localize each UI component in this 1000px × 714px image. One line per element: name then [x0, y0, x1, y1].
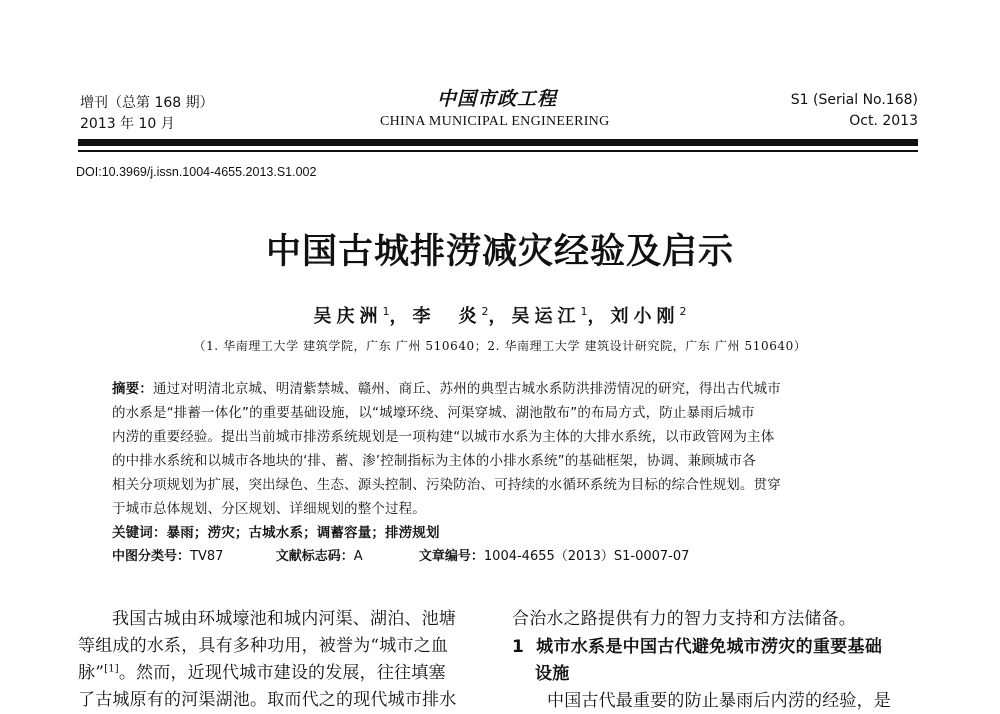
issue-label: 增刊（总第 168 期）	[80, 95, 214, 111]
abstract-label: 摘要：	[112, 381, 153, 397]
abstract-line-2: 的水系是“排蓄一体化”的重要基础设施，以“城壕环绕、河渠穿城、湖池散布”的布局方式，防止暴雨后城市	[112, 405, 755, 421]
author-1: 吴庆洲	[313, 306, 383, 327]
author-sep-3: ，	[587, 306, 611, 327]
section-heading-1-cont: 设施	[535, 664, 570, 684]
section-heading-text: 城市水系是中国古代避免城市涝灾的重要基础	[536, 637, 883, 657]
journal-logo: 中国市政工程	[437, 88, 558, 110]
body-left-line-3: 脉”[1]。然而，近现代城市建设的发展，往往填塞	[78, 663, 446, 683]
header-rule-thin	[78, 150, 918, 152]
author-4-affil: 2	[679, 305, 687, 318]
body-left-line-4: 了古城原有的河渠湖池。取而代之的现代城市排水	[78, 690, 457, 710]
keywords-label: 关键词：	[112, 525, 167, 541]
abstract-line-1: 摘要：通过对明清北京城、明清紫禁城、赣州、商丘、苏州的典型古城水系防洪排涝情况的研究，得出古代城市	[112, 381, 781, 397]
author-2-affil: 2	[481, 305, 489, 318]
keywords	[112, 521, 440, 541]
keywords-value: 暴雨；涝灾；古城水系；调蓄容量；排涝规划	[166, 525, 440, 541]
issue-month: Oct. 2013	[849, 113, 918, 129]
abstract-line-3: 内涝的重要经验。提出当前城市排涝系统规划是一项构建“以城市水系为主体的大排水系统，以市政管网为主体	[112, 429, 775, 445]
section-heading-number: 1	[512, 637, 525, 657]
clc-label: 中图分类号：	[112, 549, 191, 564]
author-4: 刘小刚	[610, 306, 680, 327]
header-rule-thick	[78, 139, 918, 146]
serial-number: S1 (Serial No.168)	[790, 92, 918, 108]
body-left-line-2: 等组成的水系，具有多种功用，被誉为“城市之血	[78, 636, 449, 656]
doi: DOI:10.3969/j.issn.1004-4655.2013.S1.002	[76, 165, 317, 179]
article-number-value: 1004-4655（2013）S1-0007-07	[483, 549, 690, 564]
abstract-line-4: 的中排水系统和以城市各地块的‘排、蓄、渗’控制指标为主体的小排水系统”的基础框架，协调、兼顾城市各	[112, 453, 756, 469]
issue-date: 2013 年 10 月	[80, 116, 175, 132]
clc-value: TV87	[190, 549, 224, 564]
body-right-para-line-1: 中国古代最重要的防止暴雨后内涝的经验，是	[547, 691, 891, 711]
author-sep-2: ，	[488, 306, 512, 327]
author-3-affil: 1	[580, 305, 588, 318]
affiliations: （1. 华南理工大学 建筑学院，广东 广州 510640；2. 华南理工大学 建筑设计研究院，广东 广州 510640）	[193, 339, 807, 353]
authors	[0, 302, 1000, 328]
doc-code-value: A	[353, 549, 363, 564]
author-3: 吴运江	[511, 306, 581, 327]
abstract-line-6: 于城市总体规划、分区规划、详细规划的整个过程。	[112, 501, 426, 517]
abstract-line-5: 相关分项规划为扩展，突出绿色、生态、源头控制、污染防治、可持续的水循环系统为目标的综合性规划。贯穿	[112, 477, 781, 493]
classification-line	[112, 545, 689, 564]
journal-name-en: CHINA MUNICIPAL ENGINEERING	[380, 114, 610, 129]
paper-title: 中国古城排涝减灾经验及启示	[265, 231, 734, 272]
body-left-line-1: 我国古城由环城壕池和城内河渠、湖泊、池塘	[112, 609, 456, 629]
body-right-line-1: 合治水之路提供有力的智力支持和方法储备。	[512, 609, 856, 629]
doc-code-label: 文献标志码：	[275, 549, 354, 564]
citation-ref: [1]	[104, 663, 119, 675]
section-heading-1	[512, 632, 882, 657]
author-1-affil: 1	[382, 305, 390, 318]
article-number-label: 文章编号：	[418, 549, 484, 564]
author-sep-1: ，	[389, 306, 413, 327]
author-2: 李 炎	[412, 306, 482, 327]
